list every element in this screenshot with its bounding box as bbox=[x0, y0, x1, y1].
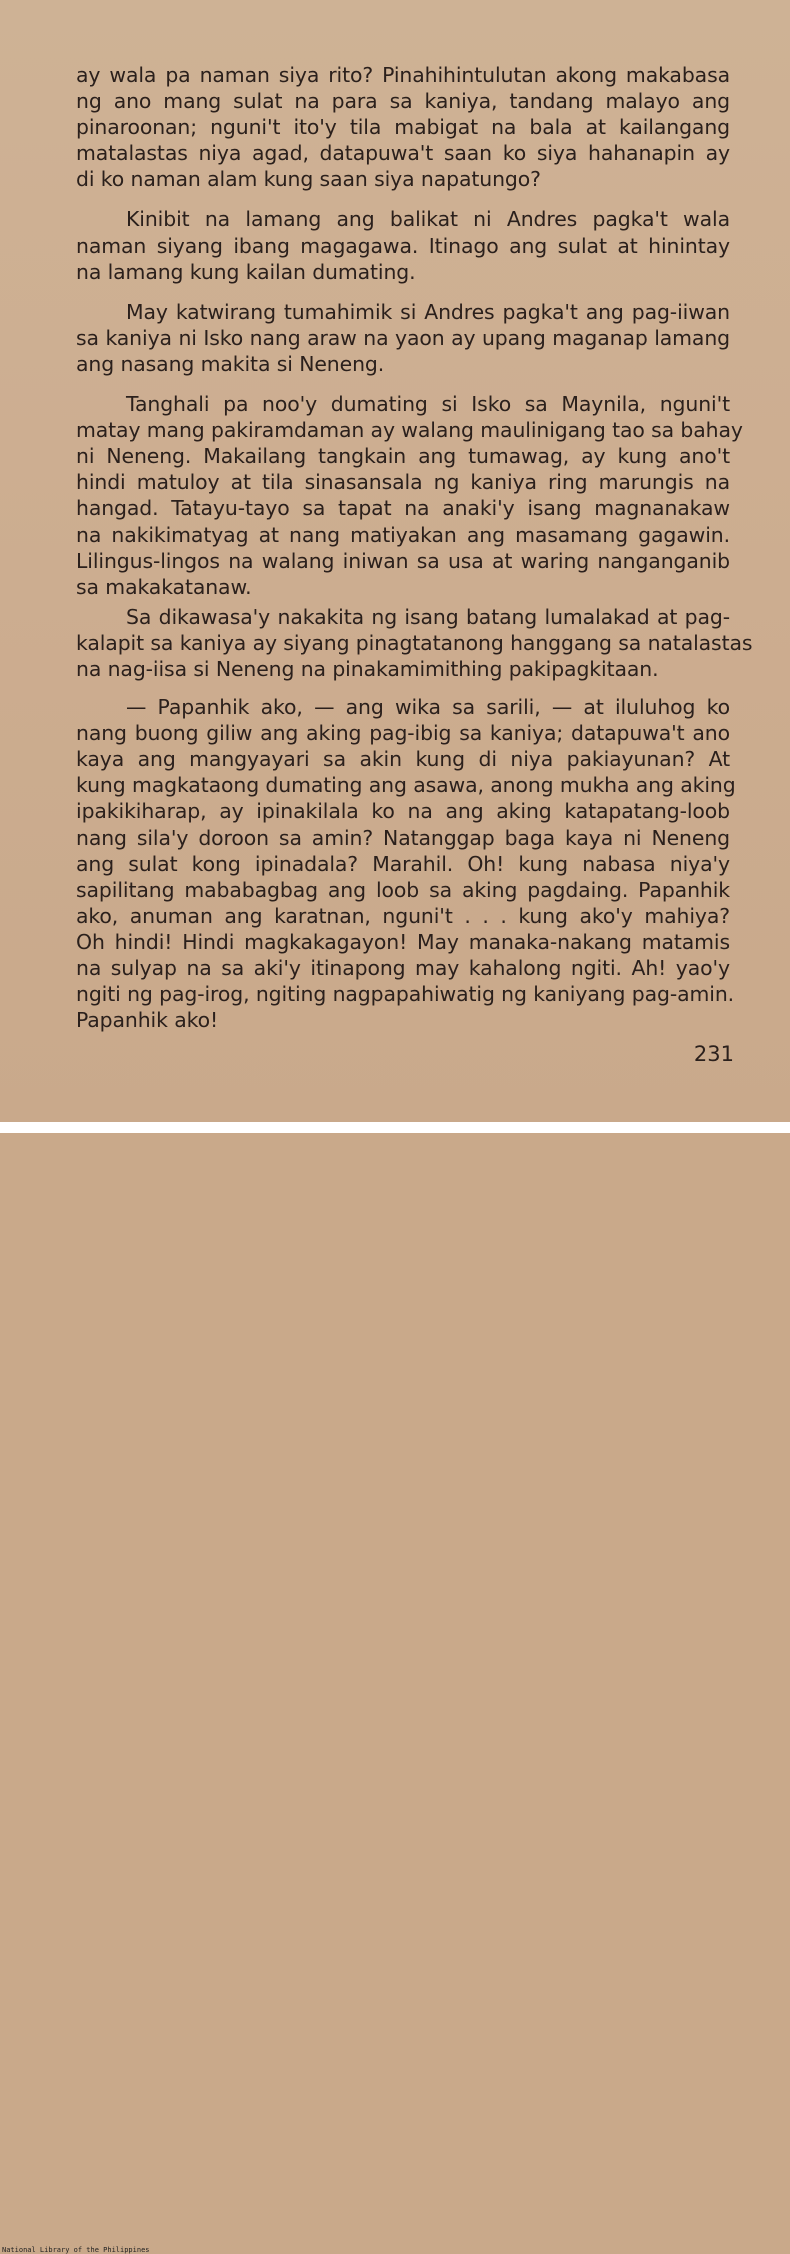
paragraph-5 bbox=[76, 604, 753, 682]
text-line: matay mang pakiramdaman ay walang maulinigang tao sa bahay bbox=[76, 418, 743, 443]
text-line: Papanhik ako! bbox=[76, 1008, 219, 1033]
text-line: Lilingus-lingos na walang iniwan sa usa at waring nanganganib bbox=[76, 548, 730, 573]
body-text bbox=[76, 62, 753, 1033]
text-line: na lamang kung kailan dumating. bbox=[76, 259, 416, 284]
text-line: Oh hindi! Hindi magkakagayon! May manaka-nakang matamis bbox=[76, 929, 730, 954]
footer-strip bbox=[0, 1122, 790, 2254]
text-line: matalastas niya agad, datapuwa't saan ko siya hahanapin ay bbox=[76, 141, 730, 166]
text-line: hangad. Tatayu-tayo sa tapat na anaki'y isang magnanakaw bbox=[76, 496, 730, 521]
text-line: di ko naman alam kung saan siya napatungo? bbox=[76, 167, 541, 192]
text-line: Kinibit na lamang ang balikat ni Andres pagka't wala bbox=[126, 207, 730, 232]
text-line: ako, anuman ang karatnan, nguni't . . . kung ako'y mahiya? bbox=[76, 903, 730, 928]
text-line: sa makakatanaw. bbox=[76, 574, 252, 599]
text-line: ngiti ng pag-irog, ngiting nagpapahiwatig ng kaniyang pag-amin. bbox=[76, 982, 735, 1007]
text-line: na nag-iisa si Neneng na pinakamimithing pakipagkitaan. bbox=[76, 656, 659, 681]
text-line: pinaroonan; nguni't ito'y tila mabigat na bala at kailangang bbox=[76, 115, 730, 140]
page-number: 231 bbox=[693, 1042, 734, 1066]
text-line: naman siyang ibang magagawa. Itinago ang sulat at hinintay bbox=[76, 233, 730, 258]
paragraph-6 bbox=[76, 694, 736, 1033]
text-line: na sulyap na sa aki'y itinapong may kahalong ngiti. Ah! yao'y bbox=[76, 956, 730, 980]
text-line: kalapit sa kaniya ay siyang pinagtatanong hanggang sa natalastas bbox=[76, 630, 753, 655]
text-line: sa kaniya ni Isko nang araw na yaon ay upang maganap lamang bbox=[76, 325, 730, 350]
paragraph-4 bbox=[76, 391, 743, 600]
text-line: hindi matuloy at tila sinasansala ng kaniya ring marungis na bbox=[76, 470, 730, 495]
text-line: Tanghali pa noo'y dumating si Isko sa Maynila, nguni't bbox=[126, 392, 730, 417]
text-line: May katwirang tumahimik si Andres pagka't ang pag-iiwan bbox=[126, 299, 730, 324]
text-line: Sa dikawasa'y nakakita ng isang batang lumalakad at pag- bbox=[126, 604, 730, 629]
text-line: ni Neneng. Makailang tangkain ang tumawag, ay kung ano't bbox=[76, 444, 730, 469]
text-line: — Papanhik ako, — ang wika sa sarili, — at iluluhog ko bbox=[126, 695, 730, 720]
text-line: ng ano mang sulat na para sa kaniya, tandang malayo ang bbox=[76, 89, 730, 114]
library-credit: National Library of the Philippines bbox=[2, 2246, 150, 2254]
text-line: nang buong giliw ang aking pag-ibig sa kaniya; datapuwa't ano bbox=[76, 721, 730, 746]
text-line: ang nasang makita si Neneng. bbox=[76, 351, 385, 376]
text-line: ay wala pa naman siya rito? Pinahihintulutan akong makabasa bbox=[76, 63, 730, 87]
text-line: nang sila'y doroon sa amin? Natanggap baga kaya ni Neneng bbox=[76, 825, 730, 850]
paragraph-1 bbox=[76, 62, 730, 192]
text-line: kaya ang mangyayari sa akin kung di niya pakiayunan? At bbox=[76, 747, 730, 772]
text-line: na nakikimatyag at nang matiyakan ang masamang gagawin. bbox=[76, 522, 730, 547]
paragraph-2 bbox=[76, 206, 730, 284]
text-line: kung magkataong dumating ang asawa, anong mukha ang aking bbox=[76, 773, 736, 798]
text-line: ang sulat kong ipinadala? Marahil. Oh! kung nabasa niya'y bbox=[76, 851, 730, 876]
book-page bbox=[0, 0, 790, 1122]
text-line: sapilitang mababagbag ang loob sa aking pagdaing. Papanhik bbox=[76, 877, 730, 902]
paragraph-3 bbox=[76, 299, 730, 377]
text-line: ipakikiharap, ay ipinakilala ko na ang aking katapatang-loob bbox=[76, 799, 730, 824]
